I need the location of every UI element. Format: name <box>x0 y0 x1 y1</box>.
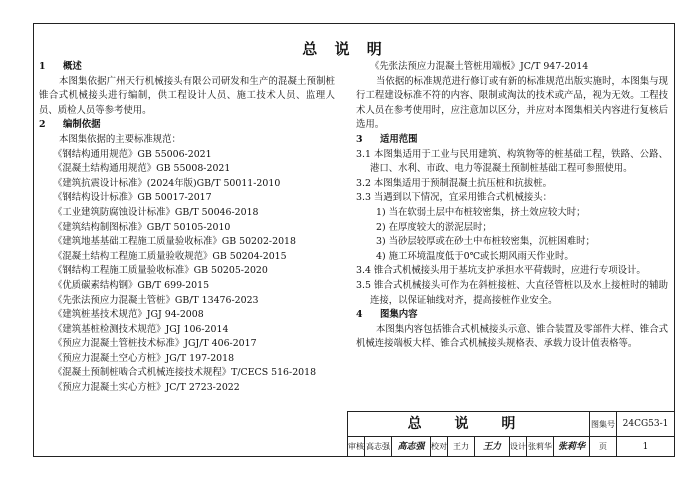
right-column <box>356 60 668 352</box>
review-label: 审核 <box>348 437 365 457</box>
subclause: 3) 当砂层较厚或在砂土中布桩较密集，沉桩困难时； <box>376 236 595 248</box>
check-label: 校对 <box>431 437 448 457</box>
standard-item: 《工业建筑防腐蚀设计标准》GB/T 50046-2018 <box>53 206 259 218</box>
title-block <box>347 411 674 456</box>
section-title: 图集内容 <box>380 309 418 321</box>
standard-item: 《建筑地基基础工程施工质量验收标准》GB 50202-2018 <box>53 236 296 248</box>
page-label: 页 <box>590 437 617 457</box>
standard-item: 《先张法预应力混凝土管桩》GB/T 13476-2023 <box>53 294 259 306</box>
section-1-text: 本图集依据广州天行机械接头有限公司研发和生产的混凝土预制桩锥合式机械接头进行编制，供工程设计人员、施工技术人员、监理人员、质检人员等参考使用。 <box>39 75 335 116</box>
clause-3-1: 3.1 本图集适用于工业与民用建筑、构筑物等的桩基础工程，铁路、公路、港口、水利、市政、电力等混凝土预制桩基础工程可参照使用。 <box>356 148 668 175</box>
standard-item: 《钢结构工程施工质量验收标准》GB 50205-2020 <box>53 265 268 277</box>
section-title: 适用范围 <box>380 133 418 145</box>
standard-item: 《建筑桩基技术规范》JGJ 94-2008 <box>53 309 204 321</box>
title-block-name: 总 说 明 <box>348 412 590 437</box>
designer-name: 张莉华 <box>527 437 554 457</box>
standard-item: 《混凝土结构工程施工质量验收规范》GB 50204-2015 <box>53 250 287 262</box>
standard-item: 《优质碳素结构钢》GB/T 699-2015 <box>53 279 210 291</box>
standard-item: 《建筑抗震设计标准》(2024年版)GB/T 50011-2010 <box>53 177 281 189</box>
standard-item: 《混凝土结构通用规范》GB 55008-2021 <box>53 163 231 175</box>
subclause: 4) 施工环境温度低于0℃或长期风雨天作业时。 <box>376 250 574 262</box>
standard-item: 《钢结构设计标准》GB 50017-2017 <box>53 192 212 204</box>
section-title: 概述 <box>63 61 82 72</box>
atlas-label: 图集号 <box>590 412 617 437</box>
standard-item: 《预应力混凝土空心方桩》JG/T 197-2018 <box>53 352 235 364</box>
standard-item: 《预应力混凝土实心方桩》JC/T 2723-2022 <box>53 382 240 394</box>
section-number: 2 <box>39 119 46 131</box>
standards-list <box>39 148 335 396</box>
checker-signature: 王力 <box>475 437 510 457</box>
section-4-text: 本图集内容包括锥合式机械接头示意、锥合装置及零部件大样、锥合式机械连接端板大样、锥合式机械接头规格表、承载力设计值表格等。 <box>356 323 668 350</box>
standard-item: 《钢结构通用规范》GB 55006-2021 <box>53 148 212 160</box>
standard-item: 《建筑基桩检测技术规范》JGJ 106-2014 <box>53 323 229 335</box>
designer-signature: 张莉华 <box>554 437 590 457</box>
clause-3-3: 3.3 当遇到以下情况，宜采用锥合式机械接头： <box>356 192 553 204</box>
page-title: 总 说 明 <box>302 40 388 58</box>
subclause: 2) 在厚度较大的淤泥层时； <box>376 221 492 233</box>
section-4-heading <box>356 308 668 323</box>
standard-item: 《先张法预应力混凝土管桩用端板》JC/T 947-2014 <box>370 61 589 72</box>
clause-3-4: 3.4 锥合式机械接头用于基坑支护承担水平荷载时，应进行专项设计。 <box>356 265 646 277</box>
section-title: 编制依据 <box>63 119 101 131</box>
section-2-heading <box>39 118 335 133</box>
design-label: 设计 <box>510 437 527 457</box>
checker-name: 王力 <box>448 437 475 457</box>
subclause: 1) 当在软弱土层中布桩较密集，挤土效应较大时； <box>376 206 586 218</box>
standard-item: 《混凝土预制桩啮合式机械连接技术规程》T/CECS 516-2018 <box>53 367 317 379</box>
section-number: 3 <box>356 133 363 145</box>
section-3-heading <box>356 133 668 148</box>
clause-3-5: 3.5 锥合式机械接头可作为在斜桩接桩、大直径管桩以及水上接桩时的辅助连接，以保证轴线对齐，提高接桩作业安全。 <box>356 279 668 306</box>
section-1-heading <box>39 60 335 75</box>
reviewer-signature: 高志强 <box>392 437 431 457</box>
standard-item: 《预应力混凝土管桩技术标准》JGJ/T 406-2017 <box>53 338 257 350</box>
clause-3-2: 3.2 本图集适用于预制混凝土抗压桩和抗拔桩。 <box>356 177 553 189</box>
atlas-number: 24CG53-1 <box>617 412 675 437</box>
section-2-intro: 本图集依据的主要标准规范： <box>59 133 181 145</box>
standard-item: 《建筑结构制图标准》GB/T 50105-2010 <box>53 221 231 233</box>
page-number: 1 <box>617 437 675 457</box>
revision-note: 当依据的标准规范进行修订或有新的标准规范出版实施时，本图集与现行工程建设标准不符的内容、限制或淘汰的技术或产品，视为无效。工程技术人员在参考使用时，应注意加以区分，并应对本图集相关内容进行复核后选用。 <box>356 75 668 131</box>
section-number: 1 <box>39 61 46 72</box>
section-number: 4 <box>356 309 363 321</box>
reviewer-name: 高志强 <box>365 437 392 457</box>
left-column <box>39 60 335 396</box>
